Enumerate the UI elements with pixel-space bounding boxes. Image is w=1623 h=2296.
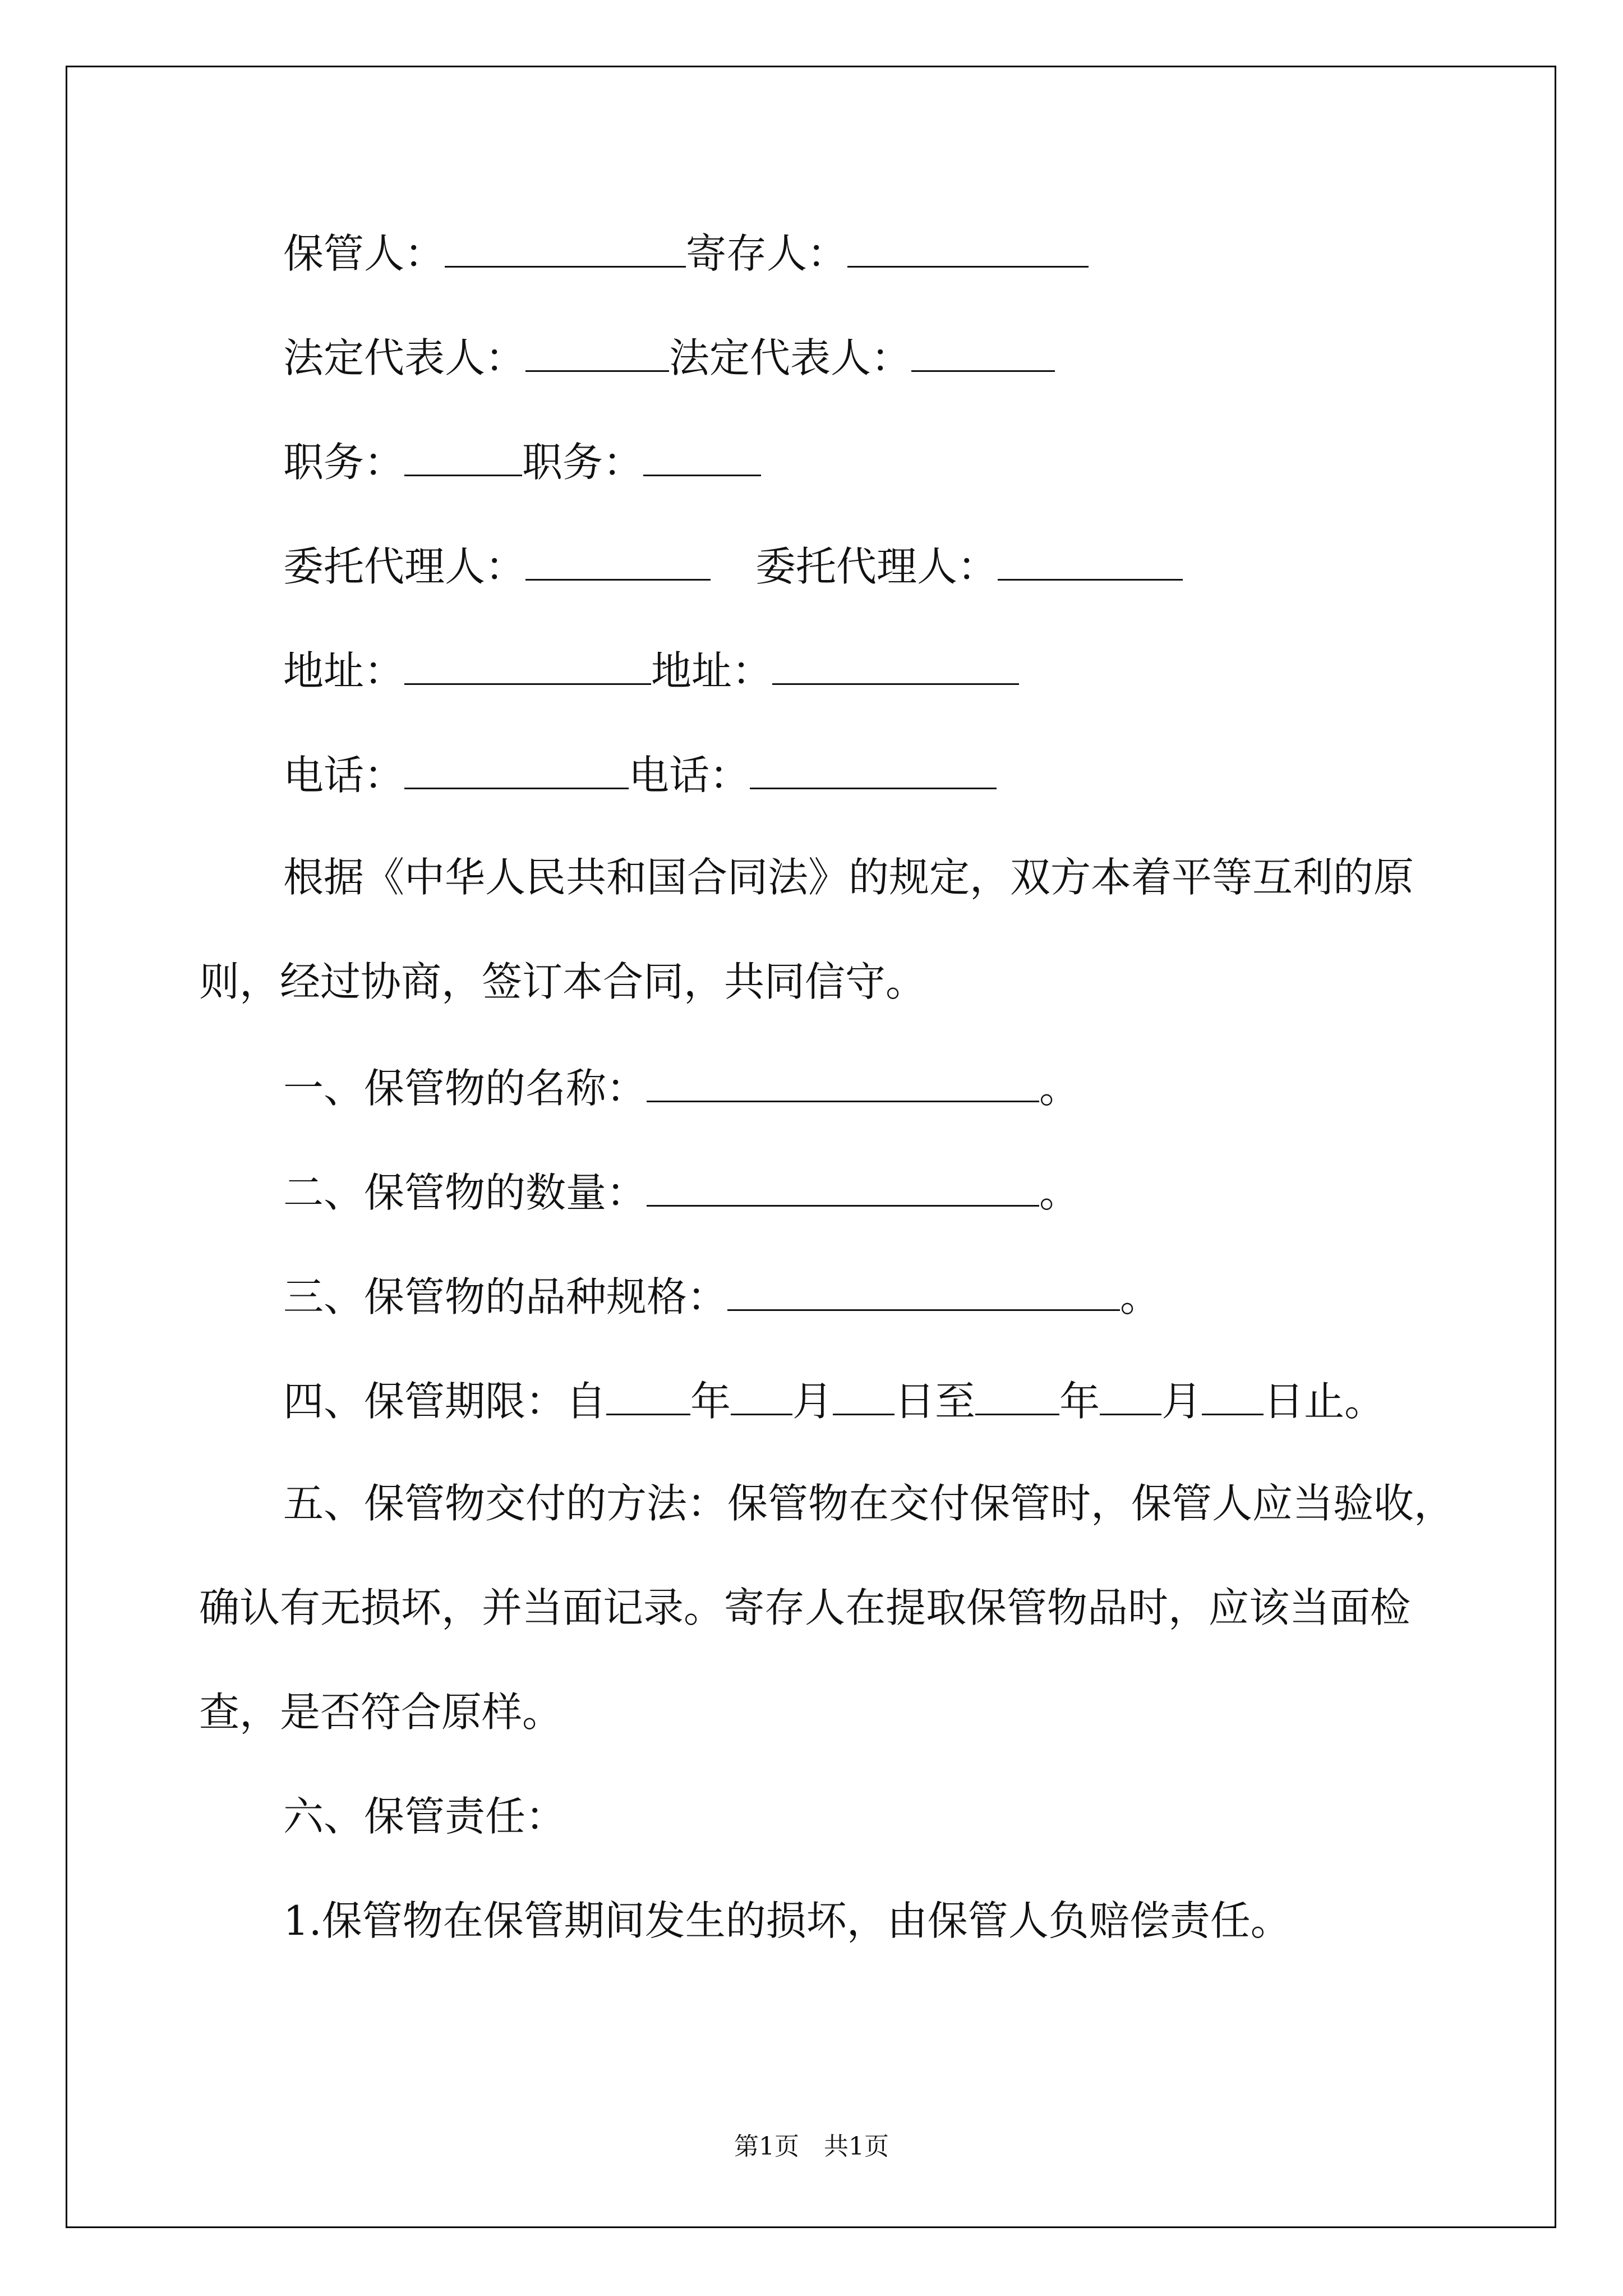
- start-day-blank[interactable]: [833, 1379, 895, 1415]
- agent-blank-2[interactable]: [998, 544, 1183, 581]
- clause-1: 一、保管物的名称： 。: [283, 1065, 1080, 1112]
- clause-5-line-2: 确认有无损坏，并当面记录。寄存人在提取保管物品时，应该当面检: [199, 1584, 1411, 1631]
- legal-rep-blank-2[interactable]: [911, 335, 1055, 372]
- agent-row: [283, 543, 1183, 590]
- position-label-1: 职务：: [283, 439, 405, 486]
- position-blank-1[interactable]: [404, 440, 522, 476]
- clause-4: 四、保管期限：自 年 月 日至 年 月 日止。: [283, 1378, 1385, 1425]
- end-year-blank[interactable]: [975, 1379, 1059, 1415]
- start-year-blank[interactable]: [606, 1379, 690, 1415]
- address-blank-2[interactable]: [772, 648, 1019, 685]
- legal-rep-blank-1[interactable]: [525, 335, 669, 372]
- custodian-label: 保管人：: [283, 230, 445, 277]
- depositor-label: 寄存人：: [686, 230, 848, 277]
- address-row: [283, 647, 1019, 694]
- phone-blank-2[interactable]: [750, 753, 997, 789]
- position-blank-2[interactable]: [643, 440, 761, 476]
- clause-1-label: 一、保管物的名称：: [283, 1065, 647, 1112]
- item-quantity-blank[interactable]: [647, 1170, 1039, 1207]
- clause-5-line-1: 五、保管物交付的方法：保管物在交付保管时，保管人应当验收，: [283, 1480, 1455, 1527]
- clause-5-line-3: 查，是否符合原样。: [199, 1688, 563, 1736]
- phone-blank-1[interactable]: [404, 753, 629, 789]
- page-footer: 第1页 共1页: [734, 2132, 889, 2161]
- custodian-depositor-row: [283, 230, 1089, 277]
- agent-label-1: 委托代理人：: [283, 543, 526, 590]
- phone-label-2: 电话：: [629, 752, 750, 799]
- legal-rep-row: [283, 334, 1055, 381]
- item-name-blank[interactable]: [647, 1066, 1039, 1102]
- address-label-1: 地址：: [283, 647, 405, 694]
- clause-2: 二、保管物的数量： 。: [283, 1169, 1080, 1216]
- position-label-2: 职务：: [522, 439, 644, 486]
- preamble-line-1: 根据《中华人民共和国合同法》的规定，双方本着平等互利的原: [283, 854, 1414, 901]
- start-month-blank[interactable]: [731, 1379, 792, 1415]
- legal-rep-label-1: 法定代表人：: [283, 334, 526, 381]
- preamble-line-2: 则，经过协商，签订本合同，共同信守。: [199, 958, 926, 1005]
- custodian-blank[interactable]: [445, 231, 686, 268]
- address-blank-1[interactable]: [404, 648, 651, 685]
- clause-3: 三、保管物的品种规格： 。: [283, 1273, 1161, 1320]
- agent-blank-1[interactable]: [525, 544, 711, 581]
- phone-row: [283, 752, 997, 799]
- position-row: [283, 439, 761, 486]
- item-spec-blank[interactable]: [727, 1274, 1120, 1311]
- legal-rep-label-2: 法定代表人：: [669, 334, 912, 381]
- clause-2-label: 二、保管物的数量：: [283, 1169, 647, 1216]
- address-label-2: 地址：: [651, 647, 773, 694]
- depositor-blank[interactable]: [847, 231, 1089, 268]
- clause-3-label: 三、保管物的品种规格：: [283, 1273, 728, 1320]
- clause-6-item-1: 1.保管物在保管期间发生的损坏，由保管人负赔偿责任。: [283, 1897, 1291, 1944]
- end-day-blank[interactable]: [1202, 1379, 1264, 1415]
- phone-label-1: 电话：: [283, 752, 405, 799]
- end-month-blank[interactable]: [1100, 1379, 1161, 1415]
- agent-label-2: 委托代理人：: [755, 543, 998, 590]
- clause-4-label: 四、保管期限：自: [283, 1378, 607, 1425]
- clause-6-label: 六、保管责任：: [283, 1793, 566, 1840]
